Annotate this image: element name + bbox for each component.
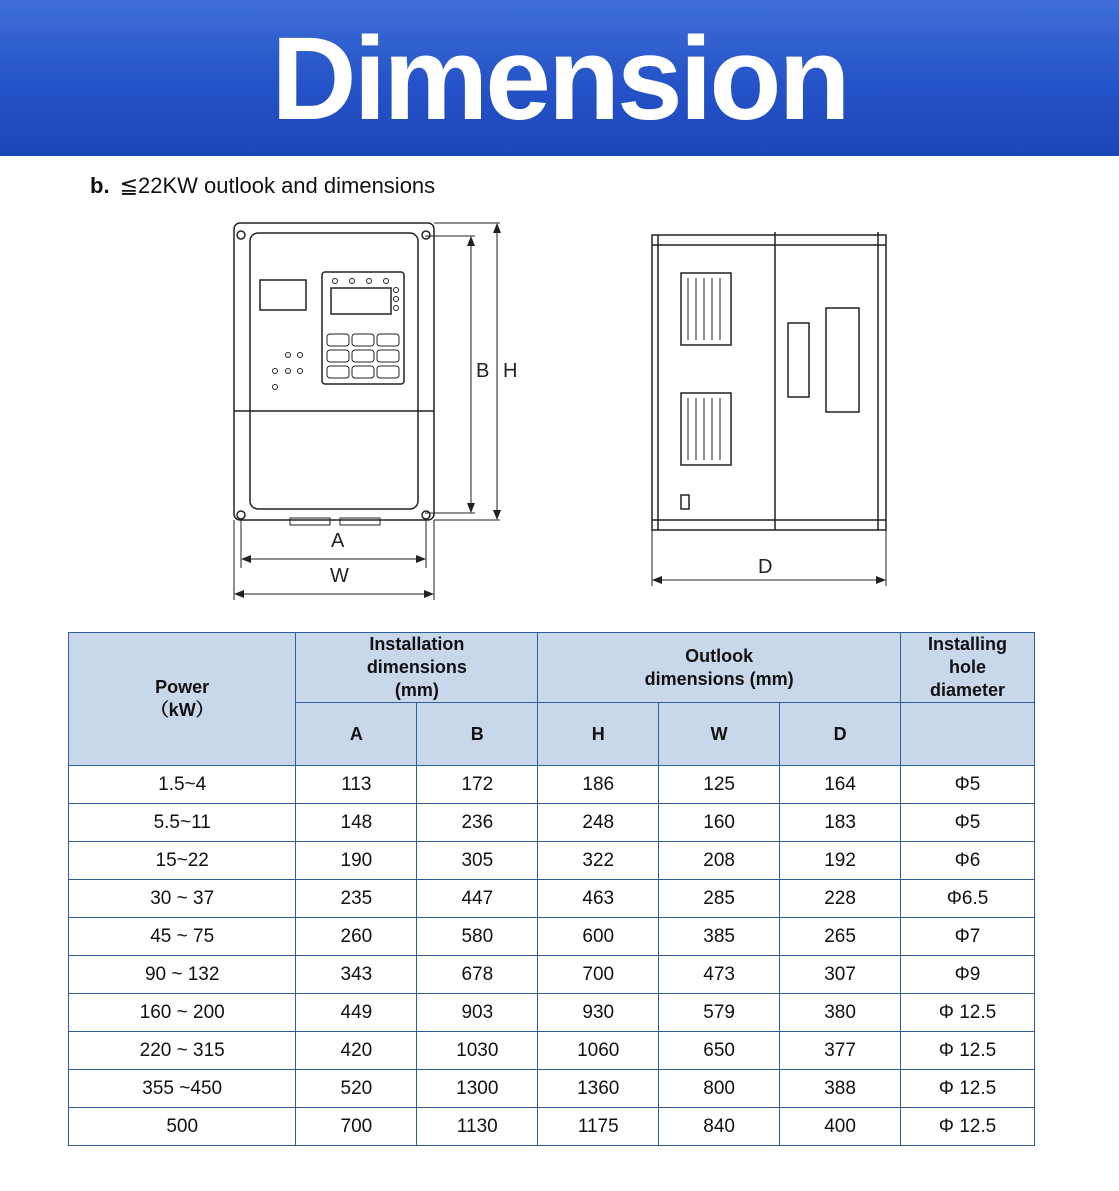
section-prefix: b. bbox=[90, 173, 110, 198]
cell-b: 236 bbox=[417, 804, 538, 842]
cell-power: 1.5~4 bbox=[69, 766, 296, 804]
cell-w: 160 bbox=[659, 804, 780, 842]
cell-power: 160 ~ 200 bbox=[69, 994, 296, 1032]
cell-power: 30 ~ 37 bbox=[69, 880, 296, 918]
cell-a: 343 bbox=[296, 956, 417, 994]
cell-hole-diameter: Φ 12.5 bbox=[901, 1108, 1035, 1146]
cell-a: 449 bbox=[296, 994, 417, 1032]
dimension-table bbox=[68, 632, 1035, 1146]
cell-a: 148 bbox=[296, 804, 417, 842]
cell-d: 192 bbox=[780, 842, 901, 880]
cell-hole-diameter: Φ6.5 bbox=[901, 880, 1035, 918]
cell-d: 183 bbox=[780, 804, 901, 842]
cell-hole-diameter: Φ5 bbox=[901, 804, 1035, 842]
cell-h: 186 bbox=[538, 766, 659, 804]
cell-hole-diameter: Φ5 bbox=[901, 766, 1035, 804]
cell-power: 90 ~ 132 bbox=[69, 956, 296, 994]
cell-d: 265 bbox=[780, 918, 901, 956]
cell-b: 447 bbox=[417, 880, 538, 918]
cell-b: 305 bbox=[417, 842, 538, 880]
cell-h: 248 bbox=[538, 804, 659, 842]
header-H: H bbox=[538, 703, 659, 766]
cell-h: 1175 bbox=[538, 1108, 659, 1146]
cell-power: 45 ~ 75 bbox=[69, 918, 296, 956]
label-H: H bbox=[503, 360, 518, 382]
cell-b: 1300 bbox=[417, 1070, 538, 1108]
cell-hole-diameter: Φ7 bbox=[901, 918, 1035, 956]
cell-b: 1130 bbox=[417, 1108, 538, 1146]
section-subtitle bbox=[90, 173, 435, 199]
cell-h: 322 bbox=[538, 842, 659, 880]
cell-w: 285 bbox=[659, 880, 780, 918]
cell-w: 840 bbox=[659, 1108, 780, 1146]
banner bbox=[0, 0, 1119, 156]
page-title: Dimension bbox=[271, 13, 848, 145]
cell-hole-diameter: Φ 12.5 bbox=[901, 1032, 1035, 1070]
cell-d: 377 bbox=[780, 1032, 901, 1070]
header-hole: Installing hole diameter bbox=[901, 633, 1035, 703]
cell-a: 190 bbox=[296, 842, 417, 880]
cell-a: 235 bbox=[296, 880, 417, 918]
cell-power: 220 ~ 315 bbox=[69, 1032, 296, 1070]
cell-h: 600 bbox=[538, 918, 659, 956]
table-row bbox=[69, 994, 1035, 1032]
cell-h: 930 bbox=[538, 994, 659, 1032]
header-A: A bbox=[296, 703, 417, 766]
cell-power: 355 ~450 bbox=[69, 1070, 296, 1108]
section-text: ≦22KW outlook and dimensions bbox=[119, 173, 436, 198]
cell-b: 580 bbox=[417, 918, 538, 956]
cell-a: 260 bbox=[296, 918, 417, 956]
cell-a: 520 bbox=[296, 1070, 417, 1108]
cell-h: 1360 bbox=[538, 1070, 659, 1108]
label-A: A bbox=[331, 530, 345, 552]
table-row bbox=[69, 842, 1035, 880]
cell-w: 125 bbox=[659, 766, 780, 804]
cell-w: 650 bbox=[659, 1032, 780, 1070]
cell-h: 1060 bbox=[538, 1032, 659, 1070]
header-blank bbox=[901, 703, 1035, 766]
cell-d: 307 bbox=[780, 956, 901, 994]
cell-w: 579 bbox=[659, 994, 780, 1032]
table-row bbox=[69, 918, 1035, 956]
cell-hole-diameter: Φ9 bbox=[901, 956, 1035, 994]
cell-a: 700 bbox=[296, 1108, 417, 1146]
cell-w: 208 bbox=[659, 842, 780, 880]
cell-d: 388 bbox=[780, 1070, 901, 1108]
outline-drawings bbox=[0, 200, 1119, 610]
table-row bbox=[69, 766, 1035, 804]
cell-hole-diameter: Φ6 bbox=[901, 842, 1035, 880]
header-D: D bbox=[780, 703, 901, 766]
cell-a: 420 bbox=[296, 1032, 417, 1070]
cell-b: 172 bbox=[417, 766, 538, 804]
cell-power: 500 bbox=[69, 1108, 296, 1146]
table-row bbox=[69, 1108, 1035, 1146]
label-B: B bbox=[476, 360, 490, 382]
cell-w: 385 bbox=[659, 918, 780, 956]
cell-b: 678 bbox=[417, 956, 538, 994]
cell-d: 400 bbox=[780, 1108, 901, 1146]
side-view bbox=[652, 232, 886, 586]
cell-h: 700 bbox=[538, 956, 659, 994]
header-power: Power （kW） bbox=[69, 633, 296, 766]
table-row bbox=[69, 956, 1035, 994]
cell-a: 113 bbox=[296, 766, 417, 804]
table-row bbox=[69, 880, 1035, 918]
table-row bbox=[69, 1070, 1035, 1108]
cell-d: 164 bbox=[780, 766, 901, 804]
cell-power: 5.5~11 bbox=[69, 804, 296, 842]
cell-b: 1030 bbox=[417, 1032, 538, 1070]
header-W: W bbox=[659, 703, 780, 766]
cell-d: 380 bbox=[780, 994, 901, 1032]
cell-hole-diameter: Φ 12.5 bbox=[901, 1070, 1035, 1108]
cell-h: 463 bbox=[538, 880, 659, 918]
label-W: W bbox=[330, 565, 349, 587]
header-B: B bbox=[417, 703, 538, 766]
cell-b: 903 bbox=[417, 994, 538, 1032]
front-view bbox=[234, 223, 501, 600]
cell-w: 800 bbox=[659, 1070, 780, 1108]
header-installation: Installation dimensions (mm) bbox=[296, 633, 538, 703]
table-row bbox=[69, 804, 1035, 842]
table-row bbox=[69, 1032, 1035, 1070]
cell-w: 473 bbox=[659, 956, 780, 994]
cell-d: 228 bbox=[780, 880, 901, 918]
header-outlook: Outlook dimensions (mm) bbox=[538, 633, 901, 703]
cell-power: 15~22 bbox=[69, 842, 296, 880]
cell-hole-diameter: Φ 12.5 bbox=[901, 994, 1035, 1032]
label-D: D bbox=[758, 556, 773, 578]
